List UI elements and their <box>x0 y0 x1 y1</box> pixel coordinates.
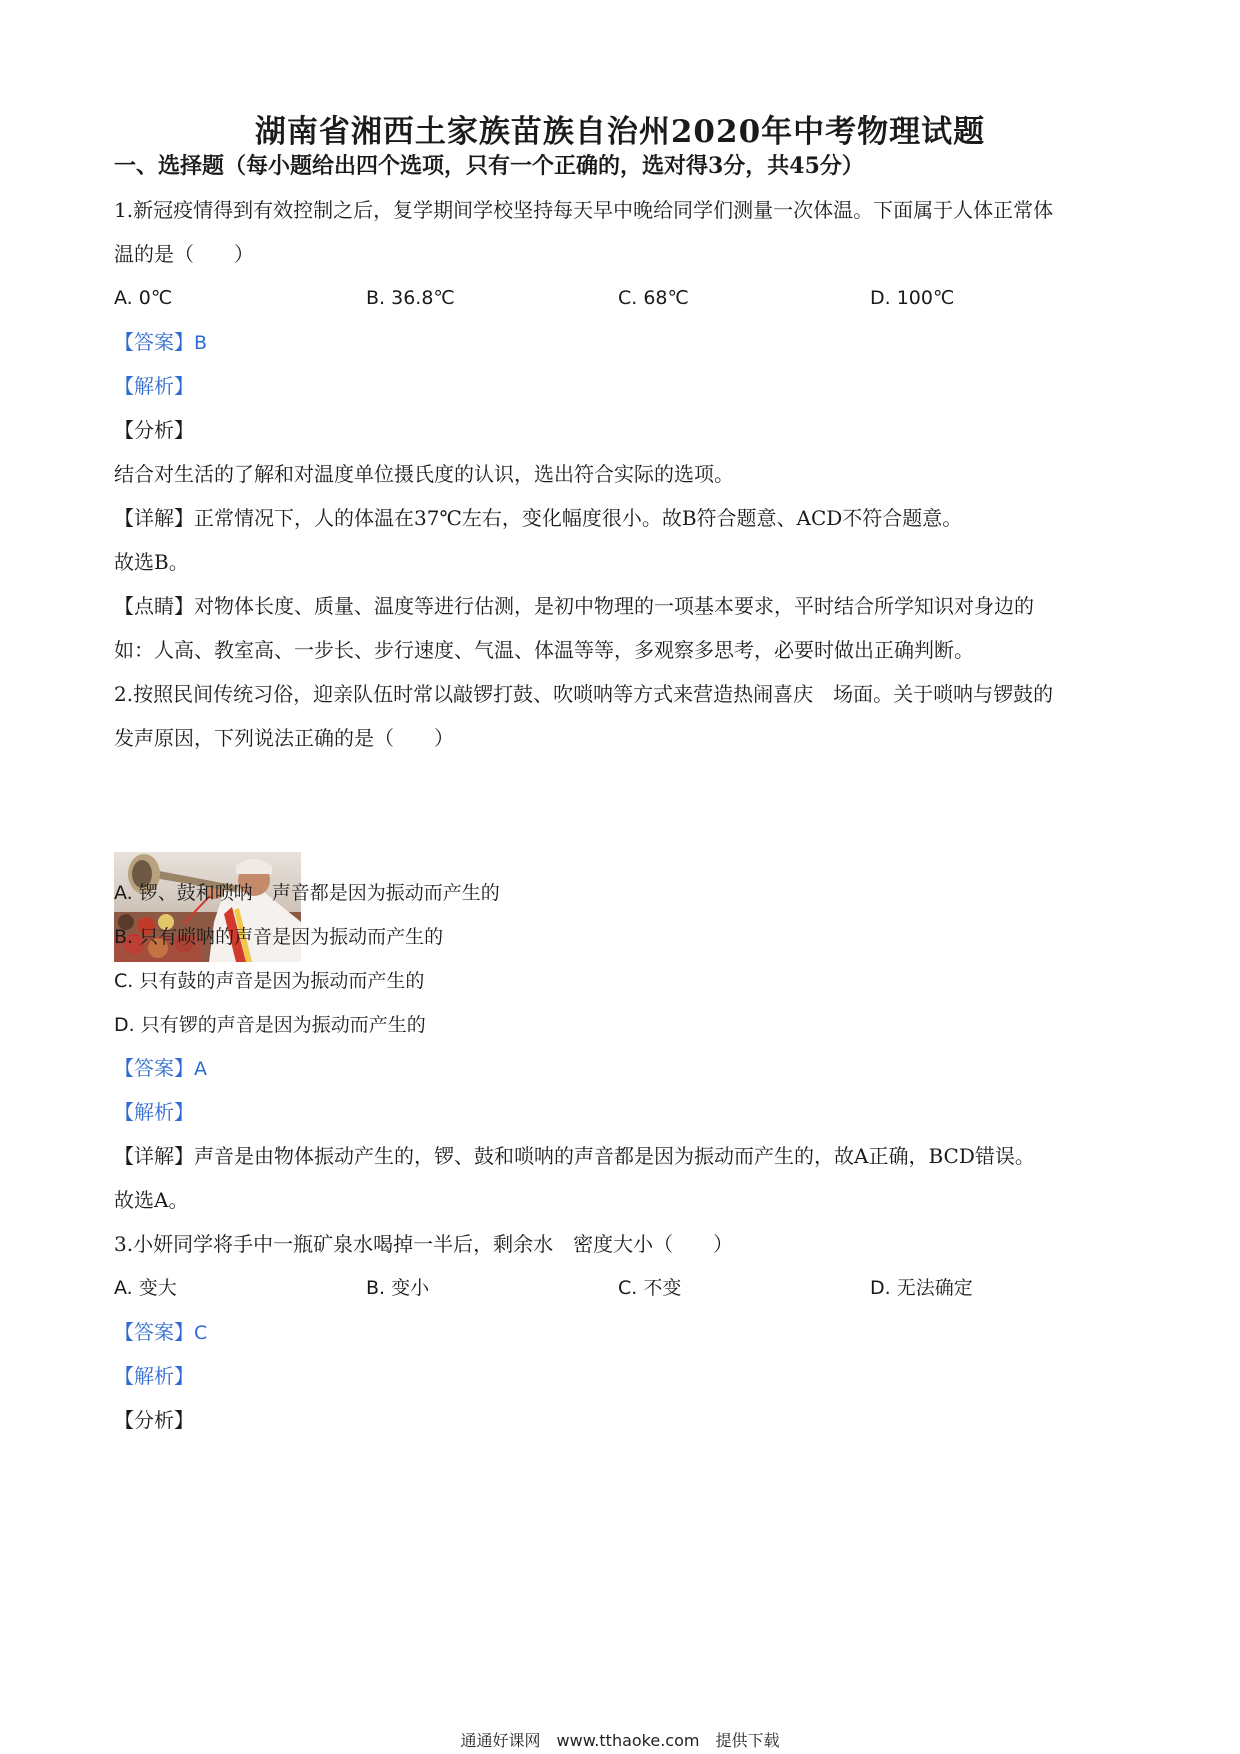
q1-dianjing <box>114 592 1134 620</box>
q2-stem-line2: 发声原因，下列说法正确的是（ ） <box>114 726 454 750</box>
detail-tag: 【详解】 <box>114 506 194 530</box>
q1-option-c: C. 68℃ <box>618 287 689 309</box>
q3-fenxi-tag: 【分析】 <box>114 1408 194 1432</box>
detail-tag: 【详解】 <box>114 1144 194 1168</box>
q2-option-c: C. 只有鼓的声音是因为振动而产生的 <box>114 970 425 992</box>
q1-detail <box>114 504 1134 532</box>
q2-analysis-tag: 【解析】 <box>114 1100 194 1124</box>
q2-detail <box>114 1142 1134 1170</box>
answer-tag: 【答案】 <box>114 1056 194 1080</box>
q1-option-d: D. 100℃ <box>870 287 955 309</box>
q2-choose: 故选A。 <box>114 1188 189 1212</box>
q1-answer <box>114 328 1134 357</box>
q3-answer <box>114 1318 1134 1347</box>
q3-option-b: B. 变小 <box>366 1277 430 1299</box>
detail-text: 声音是由物体振动产生的，锣、鼓和唢呐的声音都是因为振动而产生的，故A正确，BCD错误。 <box>194 1144 1035 1168</box>
q1-option-a: A. 0℃ <box>114 287 173 309</box>
answer-value: C <box>194 1322 208 1344</box>
q2-answer <box>114 1054 1134 1083</box>
q2-stem-line1: 2.按照民间传统习俗，迎亲队伍时常以敲锣打鼓、吹唢呐等方式来营造热闹喜庆 场面。关于唢呐与锣鼓的 <box>114 682 1054 706</box>
q3-stem: 3.小妍同学将手中一瓶矿泉水喝掉一半后，剩余水 密度大小（ ） <box>114 1232 734 1256</box>
q1-stem-line1: 1.新冠疫情得到有效控制之后，复学期间学校坚持每天早中晚给同学们测量一次体温。下面属于人体正常体 <box>114 198 1054 222</box>
answer-value: A <box>194 1058 207 1080</box>
q1-analysis-tag: 【解析】 <box>114 374 194 398</box>
dianjing-tag: 【点睛】 <box>114 594 194 618</box>
q3-option-a: A. 变大 <box>114 1277 177 1299</box>
section-heading: 一、选择题（每小题给出四个选项，只有一个正确的，选对得3分，共45分） <box>114 153 864 179</box>
q2-option-a: A. 锣、鼓和唢呐 声音都是因为振动而产生的 <box>114 882 500 904</box>
page-title: 湖南省湘西土家族苗族自治州2020年中考物理试题 <box>254 114 986 150</box>
q1-stem-line2: 温的是（ ） <box>114 242 254 266</box>
answer-tag: 【答案】 <box>114 330 194 354</box>
q1-choose: 故选B。 <box>114 550 189 574</box>
q1-option-b: B. 36.8℃ <box>366 287 455 309</box>
page-footer: 通通好课网 www.tthaoke.com 提供下载 <box>460 1731 780 1750</box>
dianjing-text: 对物体长度、质量、温度等进行估测，是初中物理的一项基本要求，平时结合所学知识对身边的 <box>194 594 1034 618</box>
q1-fenxi-text: 结合对生活的了解和对温度单位摄氏度的认识，选出符合实际的选项。 <box>114 462 734 486</box>
q1-fenxi-tag: 【分析】 <box>114 418 194 442</box>
detail-text: 正常情况下，人的体温在37℃左右，变化幅度很小。故B符合题意、ACD不符合题意。 <box>194 506 963 530</box>
q3-analysis-tag: 【解析】 <box>114 1364 194 1388</box>
q1-dianjing-line2: 如：人高、教室高、一步长、步行速度、气温、体温等等，多观察多思考，必要时做出正确判断。 <box>114 638 974 662</box>
answer-value: B <box>194 332 208 354</box>
q2-option-d: D. 只有锣的声音是因为振动而产生的 <box>114 1014 426 1036</box>
q3-option-d: D. 无法确定 <box>870 1277 973 1299</box>
q3-option-c: C. 不变 <box>618 1277 682 1299</box>
q2-option-b: B. 只有唢呐的声音是因为振动而产生的 <box>114 926 444 948</box>
answer-tag: 【答案】 <box>114 1320 194 1344</box>
